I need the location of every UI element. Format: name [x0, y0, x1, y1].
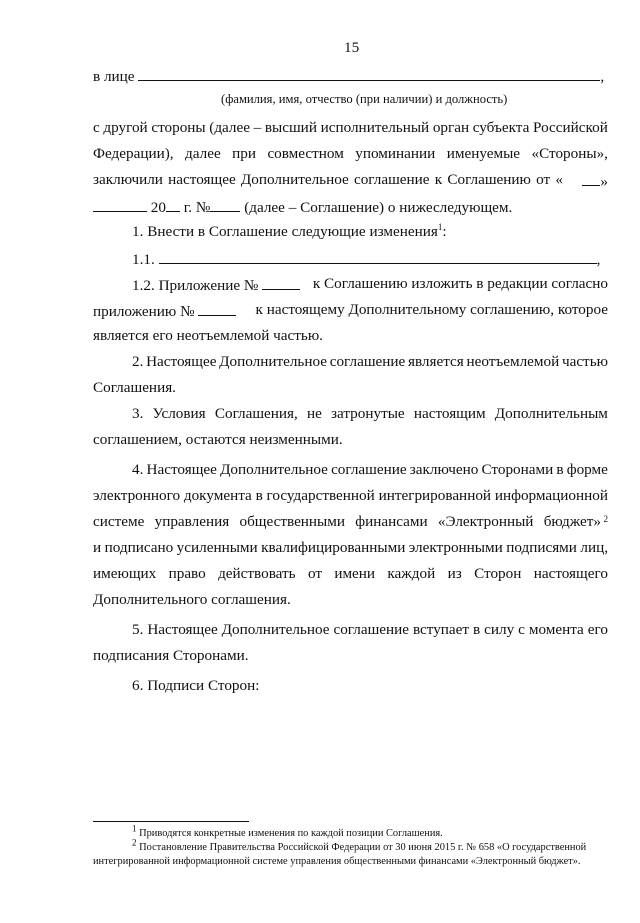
word: неотъемлемой — [466, 353, 560, 370]
word: имеющих — [93, 565, 157, 582]
word: «Электронный — [437, 513, 534, 530]
footnote-1-text: Приводятся конкретные изменения по каждой позиции Соглашения. — [139, 828, 443, 839]
word: 3. — [132, 405, 144, 422]
word: имени — [334, 565, 376, 582]
item-1-2-appendix-label: 1.2. Приложение № — [132, 277, 259, 294]
intro-line-4-rest: (далее – Соглашение) о нижеследующем. — [244, 199, 513, 216]
item-3-line-2: соглашением, остаются неизменными. — [93, 431, 343, 448]
word: электронного — [93, 487, 181, 504]
word: электронными — [408, 539, 503, 556]
in-person-line — [93, 66, 608, 86]
item-2-line-2: Соглашения. — [93, 379, 176, 396]
word: именуемые — [446, 145, 521, 162]
item-1-colon: : — [442, 223, 447, 240]
word: Соглашения, — [214, 405, 298, 422]
item-4-line-4 — [93, 539, 608, 557]
word: документа — [183, 487, 252, 504]
intro-line-3-tail — [582, 171, 608, 191]
word: заключено — [409, 461, 479, 478]
word: к — [434, 171, 443, 188]
word: 4. — [132, 461, 144, 478]
footnote-separator — [93, 821, 249, 822]
month-blank — [93, 197, 147, 212]
intro-line-3-words — [93, 171, 563, 191]
word: другой — [103, 119, 148, 136]
item-4-line-1 — [132, 461, 608, 479]
word: от — [536, 171, 551, 188]
word: настоящим — [413, 405, 486, 422]
item-4-line-6: Дополнительного соглашения. — [93, 591, 291, 608]
item-1-1-end: , — [596, 251, 601, 268]
word: – — [253, 119, 262, 136]
item-1-1-blank — [159, 249, 597, 264]
word: высший — [264, 119, 317, 136]
word: является — [407, 353, 464, 370]
item-2-line-1 — [132, 353, 608, 371]
word: каждой — [387, 565, 436, 582]
year-prefix: 20 — [150, 199, 166, 216]
footnote-ref-1: 1 — [437, 221, 443, 232]
item-6: 6. Подписи Сторон: — [132, 677, 260, 694]
word: вступает — [412, 621, 470, 638]
word: действовать — [218, 565, 296, 582]
word: « — [555, 171, 563, 188]
word: «Стороны», — [531, 145, 608, 162]
item-1-1 — [132, 249, 600, 269]
word: настоящее — [168, 171, 236, 188]
word: не — [306, 405, 322, 422]
word: усиленными — [176, 539, 258, 556]
word: Дополнительное — [221, 621, 330, 638]
footnote-2-mark: 2 — [132, 837, 137, 848]
item-1-2-line-1 — [132, 275, 608, 295]
intro-line-1 — [93, 119, 608, 137]
intro-line-3 — [93, 171, 608, 191]
word: настоящего — [533, 565, 608, 582]
intro-line-2 — [93, 145, 608, 163]
item-4-line-3: системе управления общественными финансами «Электронный бюджет» 2 — [93, 513, 608, 530]
item-1-2-line-3: является его неотъемлемой частью. — [93, 327, 323, 344]
intro-line-4 — [93, 197, 512, 217]
item-4-line-3-words — [93, 513, 601, 531]
word: Дополнительным — [494, 405, 608, 422]
word: Дополнительное — [219, 353, 327, 370]
day-blank — [582, 171, 600, 186]
word: Федерации), — [93, 145, 174, 162]
word: от — [307, 565, 322, 582]
word: информационной — [494, 487, 608, 504]
word: право — [168, 565, 206, 582]
word: Сторонами — [481, 461, 554, 478]
in-person-label: в лице — [93, 68, 135, 85]
word: 2. — [132, 353, 144, 370]
word: в — [255, 487, 263, 504]
item-5-line-2: подписания Сторонами. — [93, 647, 249, 664]
word: орган — [432, 119, 470, 136]
word: Дополнительное — [240, 171, 349, 188]
item-1-2-annex-label: приложению № — [93, 303, 195, 320]
footnote-1 — [132, 823, 443, 840]
word: подписано — [104, 539, 174, 556]
in-person-hint: (фамилия, имя, отчество (при наличии) и должность) — [221, 92, 508, 106]
word: Условия — [152, 405, 206, 422]
item-1-2-line-2-rest: к настоящему Дополнительному соглашению, которое — [255, 301, 608, 318]
word: заключили — [93, 171, 163, 188]
word: далее — [185, 145, 221, 162]
word: с — [518, 621, 525, 638]
item-1 — [132, 223, 447, 241]
word: (далее — [209, 119, 250, 136]
word: Сторон — [474, 565, 522, 582]
word: лиц, — [580, 539, 608, 556]
item-3-line-1 — [132, 405, 608, 423]
word: общественными — [239, 513, 346, 530]
word: 5. — [132, 621, 144, 638]
item-5-line-1 — [132, 621, 608, 639]
word: затронутые — [331, 405, 405, 422]
word: совместном — [267, 145, 344, 162]
year-blank — [166, 197, 180, 212]
word: форме — [566, 461, 608, 478]
word: государственной — [266, 487, 375, 504]
in-person-end: , — [600, 68, 605, 85]
word: Российской — [533, 119, 608, 136]
page-number: 15 — [344, 39, 360, 56]
item-1-1-label: 1.1. — [132, 251, 155, 268]
footnote-2-line-2: интегрированной информационной системе управления общественными финансами «Электронный бюджет». — [93, 856, 581, 867]
word: соглашение — [331, 461, 407, 478]
word: и — [93, 539, 102, 556]
item-1-2-line-1-rest: к Соглашению изложить в редакции согласно — [312, 275, 608, 292]
number-label: г. № — [183, 199, 211, 216]
word: в — [556, 461, 564, 478]
word: управления — [154, 513, 230, 530]
word: из — [447, 565, 462, 582]
word: Настоящее — [146, 353, 217, 370]
word: Дополнительное — [220, 461, 328, 478]
annex-number-blank — [198, 301, 236, 316]
item-4-line-5 — [93, 565, 608, 583]
word: в — [473, 621, 481, 638]
word: финансами — [355, 513, 428, 530]
item-1-text: 1. Внести в Соглашение следующие изменения — [132, 223, 438, 240]
word: его — [587, 621, 608, 638]
word: системе — [93, 513, 145, 530]
word: интегрированной — [378, 487, 492, 504]
word: соглашение — [353, 171, 430, 188]
word: Настоящее — [147, 621, 218, 638]
word: подписями — [506, 539, 577, 556]
word: Соглашению — [447, 171, 531, 188]
word: квалифицированными — [261, 539, 406, 556]
word: субъекта — [472, 119, 530, 136]
word: с — [93, 119, 100, 136]
in-person-blank — [138, 66, 600, 81]
item-4-line-2 — [93, 487, 608, 505]
word: соглашение — [333, 621, 409, 638]
word: при — [232, 145, 256, 162]
footnote-1-mark: 1 — [132, 823, 137, 834]
footnote-2-text-1: Постановление Правительства Российской Федерации от 30 июня 2015 г. № 658 «О государственной — [139, 842, 587, 853]
word: силу — [484, 621, 515, 638]
word: исполнительный — [320, 119, 430, 136]
word: стороны — [151, 119, 206, 136]
word: Настоящее — [146, 461, 217, 478]
appendix-number-blank — [262, 275, 300, 290]
word: соглашение — [329, 353, 406, 370]
word: упоминании — [355, 145, 436, 162]
word: бюджет» — [543, 513, 601, 530]
word: момента — [528, 621, 584, 638]
number-blank — [210, 197, 240, 212]
quote-close: » — [600, 173, 608, 190]
footnote-2-line-1 — [132, 837, 587, 854]
word: частью — [561, 353, 608, 370]
item-1-2-line-2 — [93, 301, 608, 321]
